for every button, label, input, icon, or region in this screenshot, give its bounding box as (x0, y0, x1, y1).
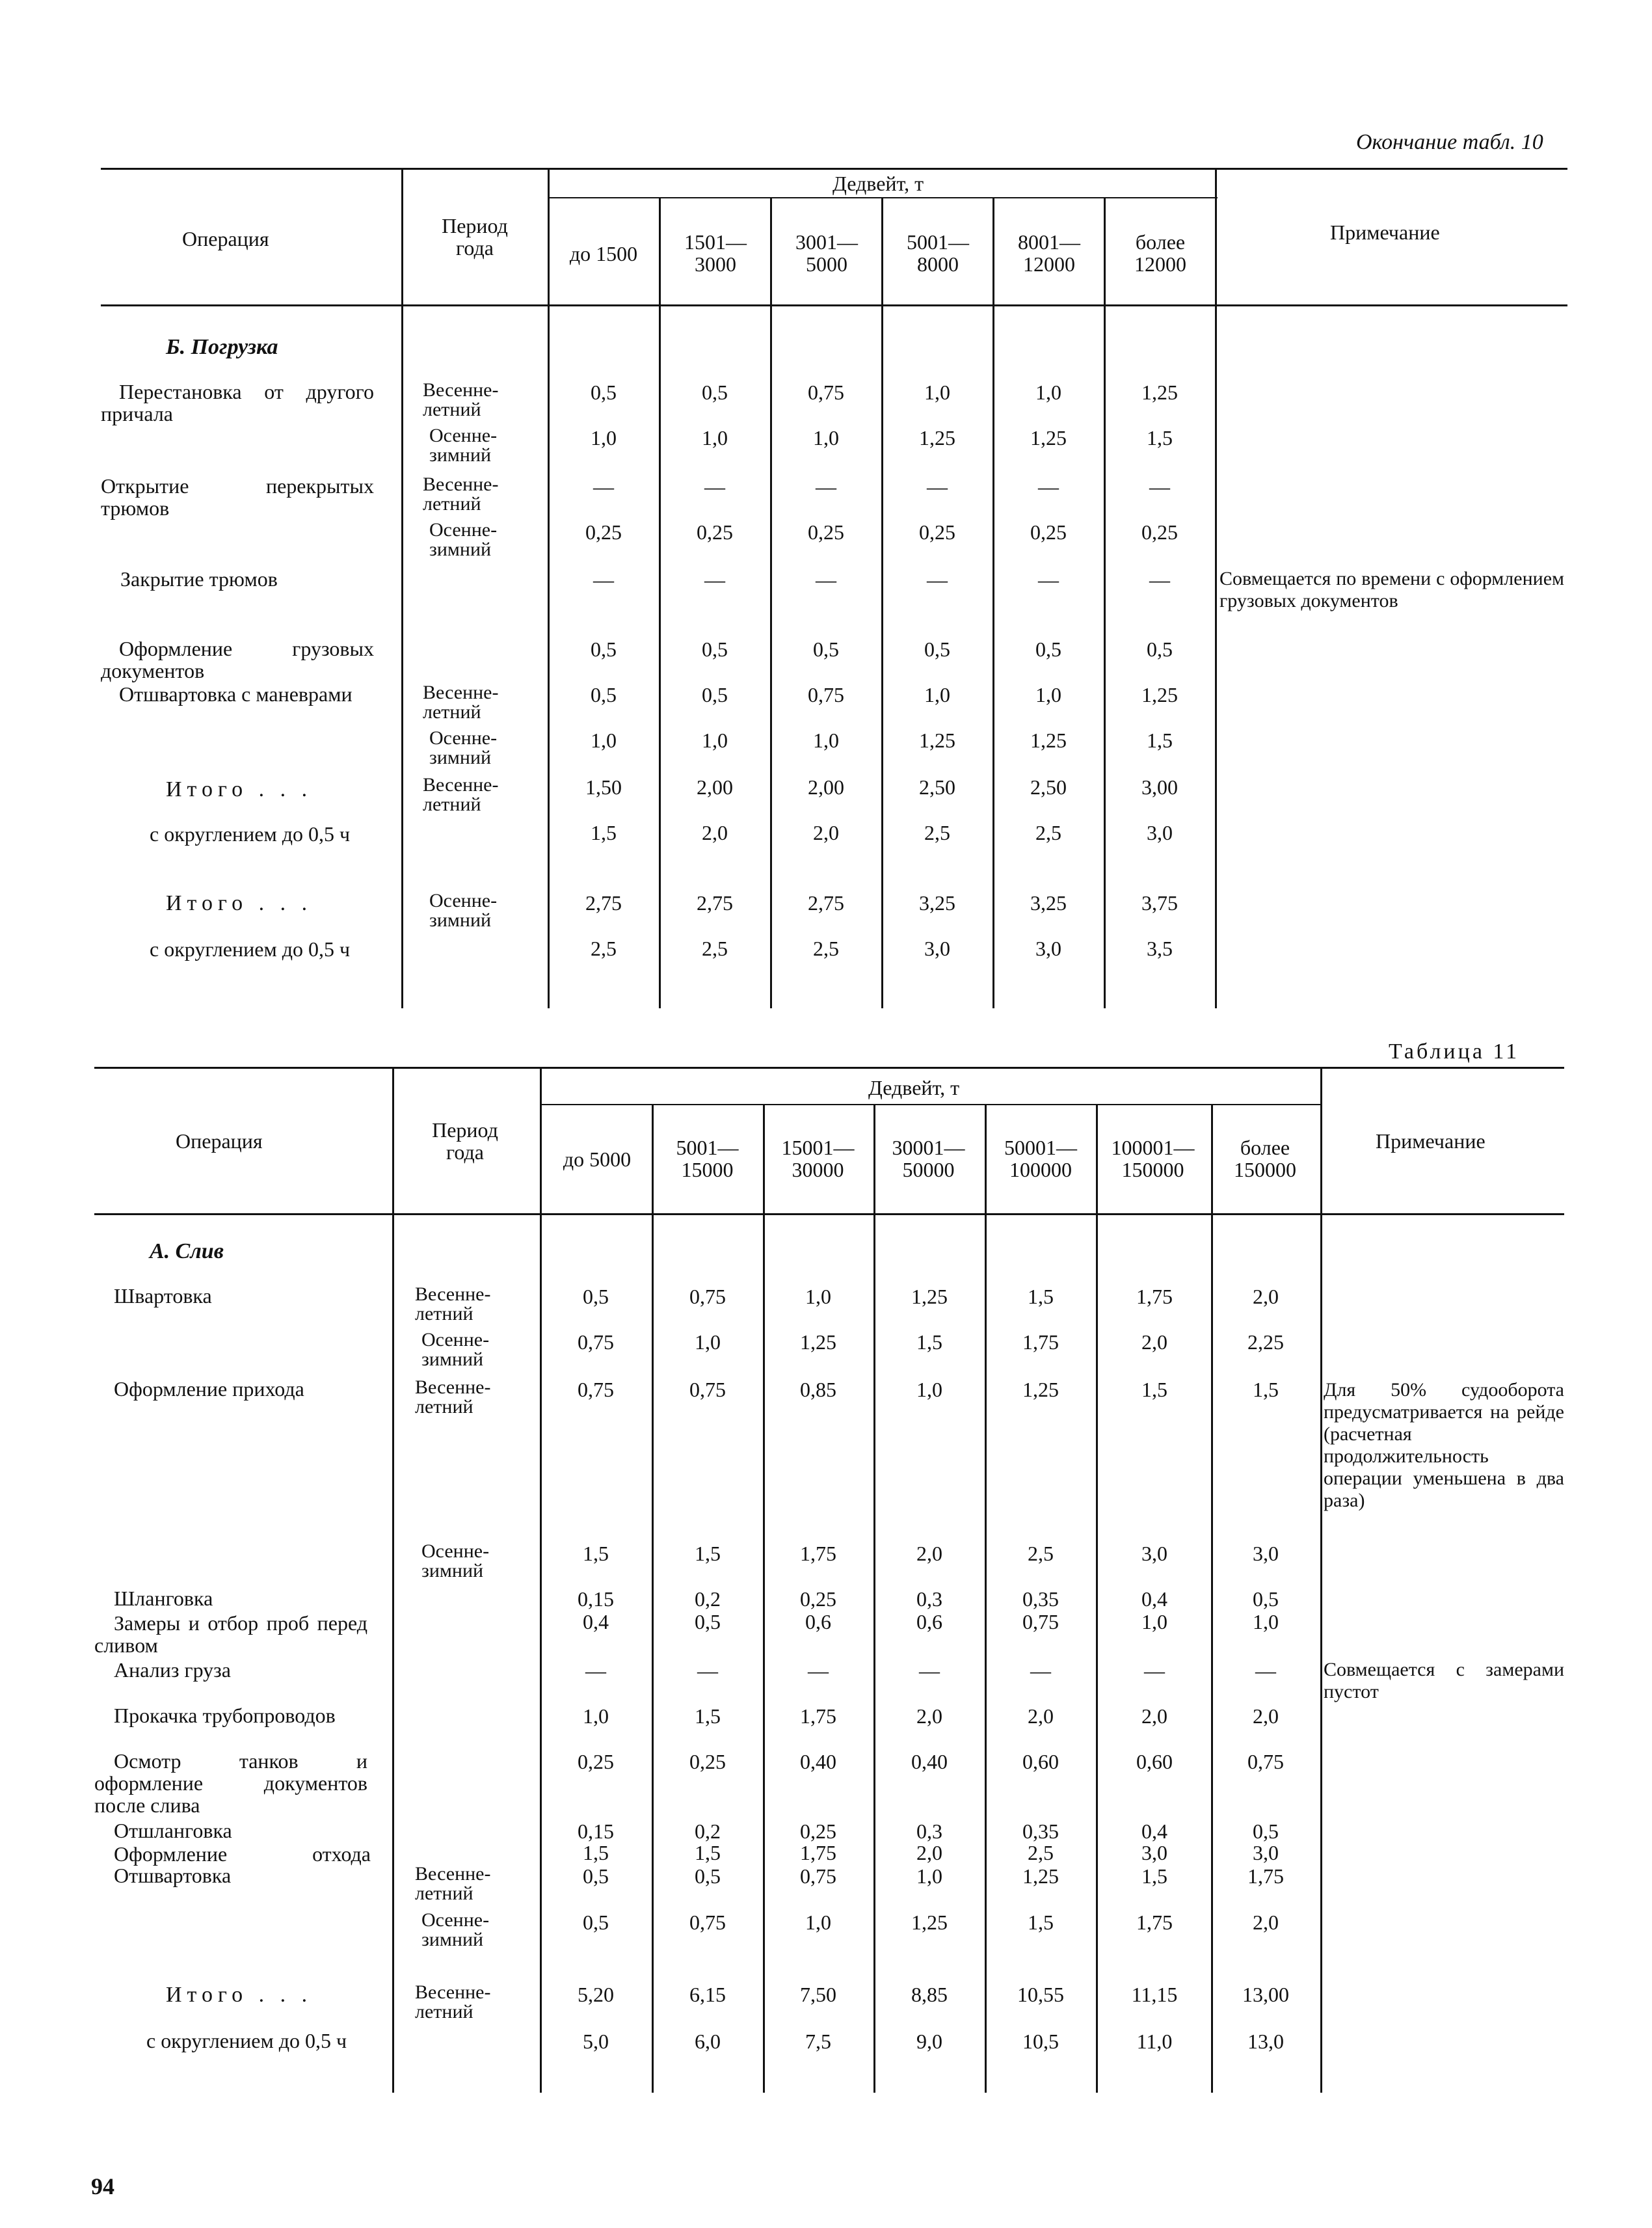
table10-header-period: Период года (442, 214, 508, 260)
table11-cell-value: 1,5 (695, 1841, 721, 1864)
table10-cell-value: — (927, 568, 948, 591)
table11-cell-value: 5,0 (583, 2030, 609, 2053)
table11-cell-value: 0,6 (916, 1610, 942, 1633)
table11-cell-value: 13,0 (1247, 2030, 1284, 2053)
table11-col-divider (652, 1105, 654, 2093)
table10-cell-value: — (1038, 568, 1059, 591)
table10-cell-value: 2,75 (697, 891, 733, 915)
table10-cell-value: 3,0 (1147, 821, 1173, 844)
table10-cell-value: 1,25 (1141, 381, 1178, 404)
table11-cell-value: 3,0 (1141, 1841, 1167, 1864)
table10-col-divider (993, 198, 994, 1008)
table11-cell-value: 2,0 (916, 1704, 942, 1728)
table11-header-col: 50001—100000 (1004, 1136, 1077, 1181)
table10-cell-value: 1,0 (702, 729, 728, 752)
table11-cell-value: 0,5 (583, 1285, 609, 1308)
table11-caption: Таблица 11 (1389, 1040, 1520, 1064)
table10-cell-value: 3,75 (1141, 891, 1178, 915)
table10-cell-value: — (816, 475, 836, 498)
table10-col-divider (881, 198, 883, 1008)
table10-header-deadweight: Дедвейт, т (833, 172, 924, 195)
table11-cell-value: 2,0 (1253, 1285, 1279, 1308)
table11-cell-value: 0,4 (1141, 1587, 1167, 1611)
table11-period-label: Осенне-зимний (421, 1540, 490, 1581)
page-number: 94 (91, 2173, 114, 2199)
table10-cell-value: 2,0 (813, 821, 839, 844)
table11-cell-value: 0,75 (689, 1285, 726, 1308)
table11-cell-value: 1,5 (695, 1704, 721, 1728)
table10-top-rule (101, 168, 1567, 170)
table11-cell-value: 0,5 (583, 1864, 609, 1888)
table10-cell-value: 2,00 (697, 775, 733, 799)
table10-cell-value: 1,0 (591, 426, 617, 450)
table11-cell-value: 1,0 (1141, 1610, 1167, 1633)
table10-cell-value: 2,50 (1030, 775, 1067, 799)
table11-cell-value: 1,75 (1136, 1911, 1173, 1934)
table11-cell-value: 0,3 (916, 1819, 942, 1843)
table11-cell-value: 10,5 (1022, 2030, 1059, 2053)
table10-cell-value: 0,5 (591, 381, 617, 404)
table10-cell-value: 0,5 (702, 638, 728, 661)
table11-cell-value: 0,25 (800, 1587, 836, 1611)
table10-period-label: Осенне-зимний (429, 890, 498, 931)
table11-cell-value: 0,5 (695, 1610, 721, 1633)
table10-rounding-label: с округлением до 0,5 ч (150, 937, 351, 961)
table10-cell-value: — (704, 568, 725, 591)
table11-total-label: Итого . . . (166, 1983, 313, 2007)
table10-cell-value: 3,00 (1141, 775, 1178, 799)
table11-cell-value: — (1255, 1659, 1276, 1682)
table11-period-label: Весенне-летний (415, 1283, 491, 1324)
table11-cell-value: 0,6 (805, 1610, 831, 1633)
table11-operation-label: Прокачка трубопроводов (114, 1704, 336, 1727)
table11-cell-value: 2,0 (1253, 1704, 1279, 1728)
table11-cell-value: 1,0 (805, 1911, 831, 1934)
table11-cell-value: 3,0 (1253, 1841, 1279, 1864)
table10-col-divider (401, 169, 403, 1008)
table10-cell-value: 1,5 (591, 821, 617, 844)
table10-cell-value: 1,0 (813, 729, 839, 752)
table11-cell-value: 11,15 (1131, 1983, 1178, 2006)
table11-cell-value: 3,0 (1141, 1542, 1167, 1565)
table10-cell-value: 2,5 (813, 937, 839, 960)
table11-cell-value: 6,0 (695, 2030, 721, 2053)
table10-cell-value: 1,0 (924, 381, 950, 404)
table10-cell-value: 2,00 (808, 775, 844, 799)
table10-cell-value: 0,5 (591, 683, 617, 706)
table10-cell-value: 1,0 (702, 426, 728, 450)
table11-col-divider (1096, 1105, 1098, 2093)
table11-cell-value: 0,75 (1022, 1610, 1059, 1633)
table11-top-rule (94, 1067, 1564, 1069)
table11-rounding-label: с округлением до 0,5 ч (146, 2029, 347, 2052)
table11-cell-value: 0,75 (689, 1911, 726, 1934)
table10-cell-value: — (704, 475, 725, 498)
table10-period-label: Осенне-зимний (429, 425, 498, 466)
table11-cell-value: 0,75 (578, 1378, 614, 1401)
table11-cell-value: 0,2 (695, 1587, 721, 1611)
table11-cell-value: 1,75 (800, 1542, 836, 1565)
table11-header-deadweight: Дедвейт, т (868, 1076, 960, 1099)
table11-cell-value: 0,15 (578, 1819, 614, 1843)
table11-period-label: Осенне-зимний (421, 1329, 490, 1370)
table11-section-title: А. Слив (150, 1239, 224, 1263)
table11-cell-value: 1,5 (1141, 1378, 1167, 1401)
table11-cell-value: — (808, 1659, 829, 1682)
table10-cell-value: 3,25 (919, 891, 955, 915)
table10-col-divider (1215, 169, 1217, 1008)
table11-col-divider (1211, 1105, 1213, 2093)
table10-cell-value: 1,0 (924, 683, 950, 706)
table10-cell-value: 3,0 (924, 937, 950, 960)
table11-cell-value: 2,0 (916, 1841, 942, 1864)
table10-period-label: Осенне-зимний (429, 519, 498, 560)
table11-cell-value: 0,40 (911, 1750, 948, 1773)
table10-cell-value: 0,5 (702, 381, 728, 404)
table11-cell-value: 1,25 (911, 1285, 948, 1308)
table11-cell-value: 1,5 (1028, 1911, 1054, 1934)
table11-cell-value: 9,0 (916, 2030, 942, 2053)
table10-header-col: 8001—12000 (1018, 230, 1080, 276)
table11-cell-value: 1,75 (1022, 1330, 1059, 1354)
table11-cell-value: 3,0 (1253, 1542, 1279, 1565)
table11-col-divider (763, 1105, 765, 2093)
table11-cell-value: 7,50 (800, 1983, 836, 2006)
table11-cell-value: 2,0 (1141, 1330, 1167, 1354)
table10-operation-label: Перестановка от другого причала (101, 380, 374, 425)
table11-cell-value: 1,25 (1022, 1378, 1059, 1401)
table10-cell-value: 0,25 (1141, 520, 1178, 544)
table11-cell-value: 1,0 (1253, 1610, 1279, 1633)
table11-header-col: до 5000 (563, 1148, 632, 1171)
table10-col-divider (770, 198, 772, 1008)
table10-header-note: Примечание (1330, 221, 1440, 244)
table10-cell-value: 1,25 (1141, 683, 1178, 706)
table10-total-label: Итого . . . (166, 777, 313, 801)
table10-cell-value: — (1149, 475, 1170, 498)
table11-col-divider (873, 1105, 875, 2093)
table11-cell-value: 0,60 (1022, 1750, 1059, 1773)
table10-cell-value: 2,5 (702, 937, 728, 960)
table10-cell-value: 1,25 (919, 729, 955, 752)
table11-operation-label: Оформление отхода (114, 1842, 371, 1866)
table10-cell-value: — (927, 475, 948, 498)
table11-col-divider (540, 1068, 542, 2093)
table10-cell-value: — (593, 475, 614, 498)
table11-cell-value: 8,85 (911, 1983, 948, 2006)
table10-caption: Окончание табл. 10 (1356, 130, 1543, 154)
table11-cell-value: 1,5 (916, 1330, 942, 1354)
table10-cell-value: 2,5 (591, 937, 617, 960)
table11-header-note: Примечание (1376, 1129, 1485, 1153)
table11-cell-value: 2,5 (1028, 1841, 1054, 1864)
table11-cell-value: 0,35 (1022, 1819, 1059, 1843)
table11-cell-value: 1,0 (916, 1864, 942, 1888)
table11-col-divider (392, 1068, 394, 2093)
table10-cell-value: — (593, 568, 614, 591)
table10-total-label: Итого . . . (166, 891, 313, 915)
table11-note: Для 50% судооборота предусматривается на рейде (расчетная продолжительность операции уменьшена в два раза) (1324, 1379, 1564, 1511)
table10-operation-label: Оформление грузовых документов (101, 637, 374, 682)
table10-cell-value: 1,5 (1147, 426, 1173, 450)
table10-col-divider (1104, 198, 1106, 1008)
table10-cell-value: 0,5 (591, 638, 617, 661)
table10-period-label: Весенне-летний (423, 682, 499, 723)
table11-cell-value: 0,75 (1247, 1750, 1284, 1773)
table10-cell-value: 1,25 (919, 426, 955, 450)
table11-cell-value: 2,5 (1028, 1542, 1054, 1565)
table11-header-col: 100001—150000 (1111, 1136, 1195, 1181)
table11-cell-value: 2,25 (1247, 1330, 1284, 1354)
table11-cell-value: 1,75 (1247, 1864, 1284, 1888)
table11-period-label: Весенне-летний (415, 1863, 491, 1904)
table10-cell-value: 2,0 (702, 821, 728, 844)
table10-cell-value: 1,0 (1035, 381, 1061, 404)
table11-cell-value: 1,75 (800, 1704, 836, 1728)
table10-cell-value: 1,0 (591, 729, 617, 752)
table11-header-period: Период года (432, 1118, 498, 1164)
table10-cell-value: 0,5 (702, 683, 728, 706)
table10-cell-value: 2,75 (585, 891, 622, 915)
table11-cell-value: 0,40 (800, 1750, 836, 1773)
table10-cell-value: 1,25 (1030, 426, 1067, 450)
table11-cell-value: 1,5 (583, 1542, 609, 1565)
table11-cell-value: 0,5 (1253, 1819, 1279, 1843)
table10-cell-value: 3,25 (1030, 891, 1067, 915)
table11-cell-value: 1,5 (1141, 1864, 1167, 1888)
table11-cell-value: 1,25 (1022, 1864, 1059, 1888)
table11-cell-value: 0,4 (1141, 1819, 1167, 1843)
table11-cell-value: 0,75 (689, 1378, 726, 1401)
table10-section-title: Б. Погрузка (166, 335, 278, 359)
table11-note: Совмещается с замерами пустот (1324, 1659, 1564, 1702)
table11-cell-value: 6,15 (689, 1983, 726, 2006)
table10-cell-value: 2,5 (1035, 821, 1061, 844)
table10-period-label: Весенне-летний (423, 774, 499, 815)
table10-cell-value: 1,0 (1035, 683, 1061, 706)
table10-cell-value: 0,25 (1030, 520, 1067, 544)
table10-cell-value: — (1038, 475, 1059, 498)
table11-cell-value: — (697, 1659, 718, 1682)
table11-operation-label: Замеры и отбор проб перед сливом (94, 1611, 367, 1657)
table11-cell-value: 0,35 (1022, 1587, 1059, 1611)
table11-period-label: Весенне-летний (415, 1376, 491, 1417)
table10-cell-value: 3,0 (1035, 937, 1061, 960)
table10-cell-value: 0,75 (808, 381, 844, 404)
table10-cell-value: 0,75 (808, 683, 844, 706)
table11-cell-value: 2,0 (1028, 1704, 1054, 1728)
table11-cell-value: 2,0 (1253, 1911, 1279, 1934)
table11-cell-value: 1,5 (695, 1542, 721, 1565)
table10-cell-value: — (1149, 568, 1170, 591)
table11-cell-value: 1,0 (695, 1330, 721, 1354)
table11-cell-value: 1,25 (911, 1911, 948, 1934)
table11-cell-value: 0,5 (695, 1864, 721, 1888)
table11-cell-value: 0,75 (578, 1330, 614, 1354)
table10-header-operation: Операция (182, 227, 269, 250)
table10-header-col: 3001—5000 (795, 230, 858, 276)
table11-header-operation: Операция (176, 1129, 263, 1153)
table10-note: Совмещается по времени с оформлением грузовых документов (1219, 568, 1564, 611)
table11-cell-value: 0,25 (689, 1750, 726, 1773)
table11-operation-label: Швартовка (114, 1284, 212, 1308)
table11-cell-value: 10,55 (1017, 1983, 1064, 2006)
table11-cell-value: 13,00 (1242, 1983, 1289, 2006)
table11-cell-value: 5,20 (578, 1983, 614, 2006)
table11-operation-label: Отшланговка (114, 1819, 232, 1842)
table11-operation-label: Оформление прихода (114, 1377, 304, 1401)
table10-cell-value: 0,25 (919, 520, 955, 544)
table11-cell-value: 1,75 (1136, 1285, 1173, 1308)
table11-cell-value: 0,85 (800, 1378, 836, 1401)
table11-deadweight-rule (541, 1104, 1320, 1105)
table10-col-divider (548, 169, 550, 1008)
table11-cell-value: 0,15 (578, 1587, 614, 1611)
table11-cell-value: 2,0 (1141, 1704, 1167, 1728)
table10-cell-value: 0,5 (813, 638, 839, 661)
table11-cell-value: 1,5 (583, 1841, 609, 1864)
table10-cell-value: — (816, 568, 836, 591)
table10-period-label: Весенне-летний (423, 379, 499, 420)
table10-cell-value: 1,25 (1030, 729, 1067, 752)
table10-cell-value: 0,5 (924, 638, 950, 661)
table11-cell-value: 7,5 (805, 2030, 831, 2053)
table11-operation-label: Осмотр танков и оформление документов после слива (94, 1749, 367, 1817)
table11-period-label: Осенне-зимний (421, 1909, 490, 1950)
table10-cell-value: 1,5 (1147, 729, 1173, 752)
table10-cell-value: 2,75 (808, 891, 844, 915)
table10-operation-label: Закрытие трюмов (120, 567, 278, 591)
table10-operation-label: Отшвартовка с маневрами (119, 682, 353, 706)
table11-cell-value: 1,5 (1253, 1378, 1279, 1401)
table10-rounding-label: с округлением до 0,5 ч (150, 822, 351, 846)
table10-cell-value: 0,25 (585, 520, 622, 544)
table10-cell-value: 1,50 (585, 775, 622, 799)
table11-cell-value: 0,3 (916, 1587, 942, 1611)
table11-cell-value: 1,25 (800, 1330, 836, 1354)
table11-header-col: 30001—50000 (892, 1136, 965, 1181)
table10-cell-value: 0,25 (808, 520, 844, 544)
table11-cell-value: 1,0 (805, 1285, 831, 1308)
table10-cell-value: 3,5 (1147, 937, 1173, 960)
table10-header-col: более 12000 (1134, 230, 1186, 276)
table11-operation-label: Отшвартовка (114, 1864, 232, 1887)
table11-cell-value: 0,5 (583, 1911, 609, 1934)
table11-period-label: Весенне-летний (415, 1981, 491, 2022)
table11-cell-value: 1,75 (800, 1841, 836, 1864)
table10-header-col: до 1500 (569, 242, 638, 265)
table11-cell-value: 0,5 (1253, 1587, 1279, 1611)
table11-cell-value: 0,4 (583, 1610, 609, 1633)
table11-cell-value: 1,0 (916, 1378, 942, 1401)
table10-period-label: Весенне-летний (423, 474, 499, 515)
table11-cell-value: 0,2 (695, 1819, 721, 1843)
table10-cell-value: 2,5 (924, 821, 950, 844)
table11-operation-label: Анализ груза (114, 1658, 231, 1682)
table11-cell-value: — (1144, 1659, 1165, 1682)
table11-header-col: более 150000 (1234, 1136, 1296, 1181)
table10-header-col: 5001—8000 (907, 230, 969, 276)
table10-operation-label: Открытие перекрытых трюмов (101, 474, 374, 520)
table11-cell-value: — (1030, 1659, 1051, 1682)
table11-cell-value: — (585, 1659, 606, 1682)
table11-header-rule (94, 1213, 1564, 1215)
table11-operation-label: Шланговка (114, 1587, 213, 1610)
table10-header-col: 1501—3000 (684, 230, 747, 276)
table11-cell-value: 2,0 (916, 1542, 942, 1565)
table11-col-divider (1320, 1068, 1322, 2093)
table11-cell-value: 0,25 (800, 1819, 836, 1843)
table11-cell-value: 0,75 (800, 1864, 836, 1888)
table10-cell-value: 2,50 (919, 775, 955, 799)
table10-cell-value: 0,5 (1035, 638, 1061, 661)
table11-cell-value: 0,25 (578, 1750, 614, 1773)
table10-header-rule (101, 304, 1567, 306)
table10-cell-value: 0,5 (1147, 638, 1173, 661)
table10-col-divider (659, 198, 661, 1008)
table10-cell-value: 1,0 (813, 426, 839, 450)
table11-cell-value: — (919, 1659, 940, 1682)
table11-cell-value: 0,60 (1136, 1750, 1173, 1773)
table11-cell-value: 1,0 (583, 1704, 609, 1728)
table11-cell-value: 1,5 (1028, 1285, 1054, 1308)
table11-header-col: 15001—30000 (781, 1136, 855, 1181)
table11-col-divider (985, 1105, 987, 2093)
table11-header-col: 5001—15000 (676, 1136, 739, 1181)
table10-period-label: Осенне-зимний (429, 727, 498, 768)
table11-cell-value: 11,0 (1136, 2030, 1173, 2053)
table10-cell-value: 0,25 (697, 520, 733, 544)
